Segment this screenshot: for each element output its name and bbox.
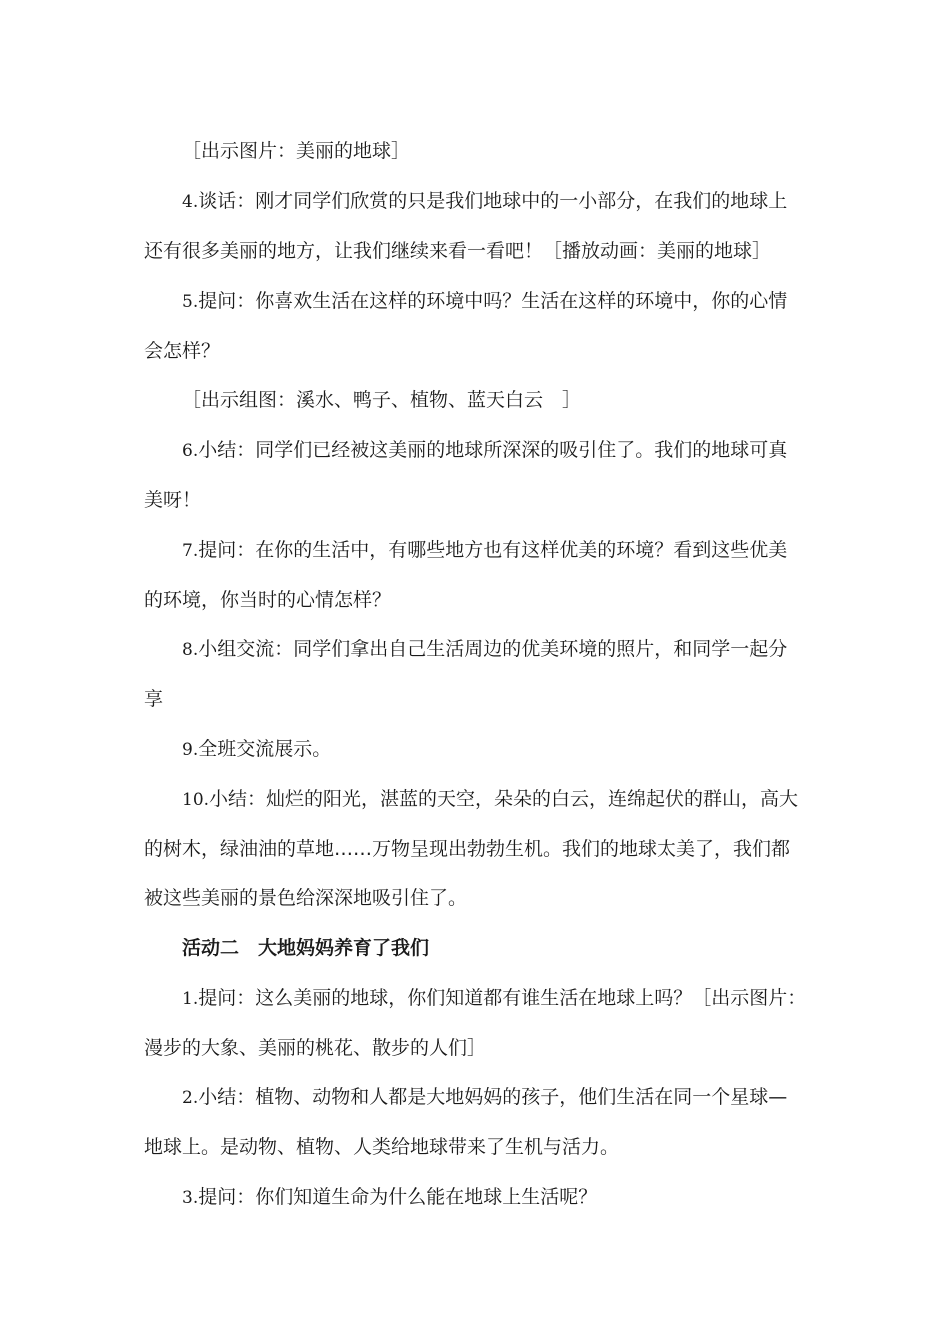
text-line: ［出示图片：美丽的地球］ (182, 140, 411, 162)
text-line: 6.小结：同学们已经被这美丽的地球所深深的吸引住了。我们的地球可真 (182, 439, 788, 461)
item-number: 6. (182, 441, 199, 461)
text-line: 2.小结：植物、动物和人都是大地妈妈的孩子，他们生活在同一个星球— (182, 1086, 788, 1108)
text-line: 10.小结：灿烂的阳光，湛蓝的天空，朵朵的白云，连绵起伏的群山，高大 (182, 788, 799, 810)
text-line: 漫步的大象、美丽的桃花、散步的人们］ (144, 1037, 487, 1059)
text-line: 还有很多美丽的地方，让我们继续来看一看吧！［播放动画：美丽的地球］ (144, 240, 772, 262)
text-line: 享 (144, 688, 164, 710)
item-number: 9. (182, 740, 199, 760)
section-heading: 活动二 大地妈妈养育了我们 (182, 937, 430, 959)
text-line: ［出示组图：溪水、鸭子、植物、蓝天白云 ］ (182, 389, 582, 411)
item-number: 1. (182, 989, 199, 1009)
text-line: 9.全班交流展示。 (182, 738, 332, 760)
text-line: 7.提问：在你的生活中，有哪些地方也有这样优美的环境？看到这些优美 (182, 539, 788, 561)
item-number: 5. (182, 292, 199, 312)
item-number: 4. (182, 192, 199, 212)
text-line: 的环境，你当时的心情怎样？ (144, 589, 392, 611)
text-line: 4.谈话：刚才同学们欣赏的只是我们地球中的一小部分，在我们的地球上 (182, 190, 788, 212)
text-line: 会怎样？ (144, 340, 221, 362)
text-line: 1.提问：这么美丽的地球，你们知道都有谁生活在地球上吗？［出示图片： (182, 987, 807, 1009)
text-line: 地球上。是动物、植物、人类给地球带来了生机与活力。 (144, 1136, 620, 1158)
text-line: 5.提问：你喜欢生活在这样的环境中吗？生活在这样的环境中，你的心情 (182, 290, 788, 312)
text-line: 美呀！ (144, 489, 202, 511)
item-number: 7. (182, 541, 199, 561)
text-line: 8.小组交流：同学们拿出自己生活周边的优美环境的照片，和同学一起分 (182, 638, 788, 660)
text-line: 3.提问：你们知道生命为什么能在地球上生活呢？ (182, 1186, 598, 1208)
item-number: 8. (182, 640, 199, 660)
text-line: 的树木，绿油油的草地……万物呈现出勃勃生机。我们的地球太美了，我们都 (144, 838, 791, 860)
text-line: 被这些美丽的景色给深深地吸引住了。 (144, 887, 468, 909)
item-number: 2. (182, 1088, 199, 1108)
item-number: 10. (182, 790, 210, 810)
item-number: 3. (182, 1188, 199, 1208)
